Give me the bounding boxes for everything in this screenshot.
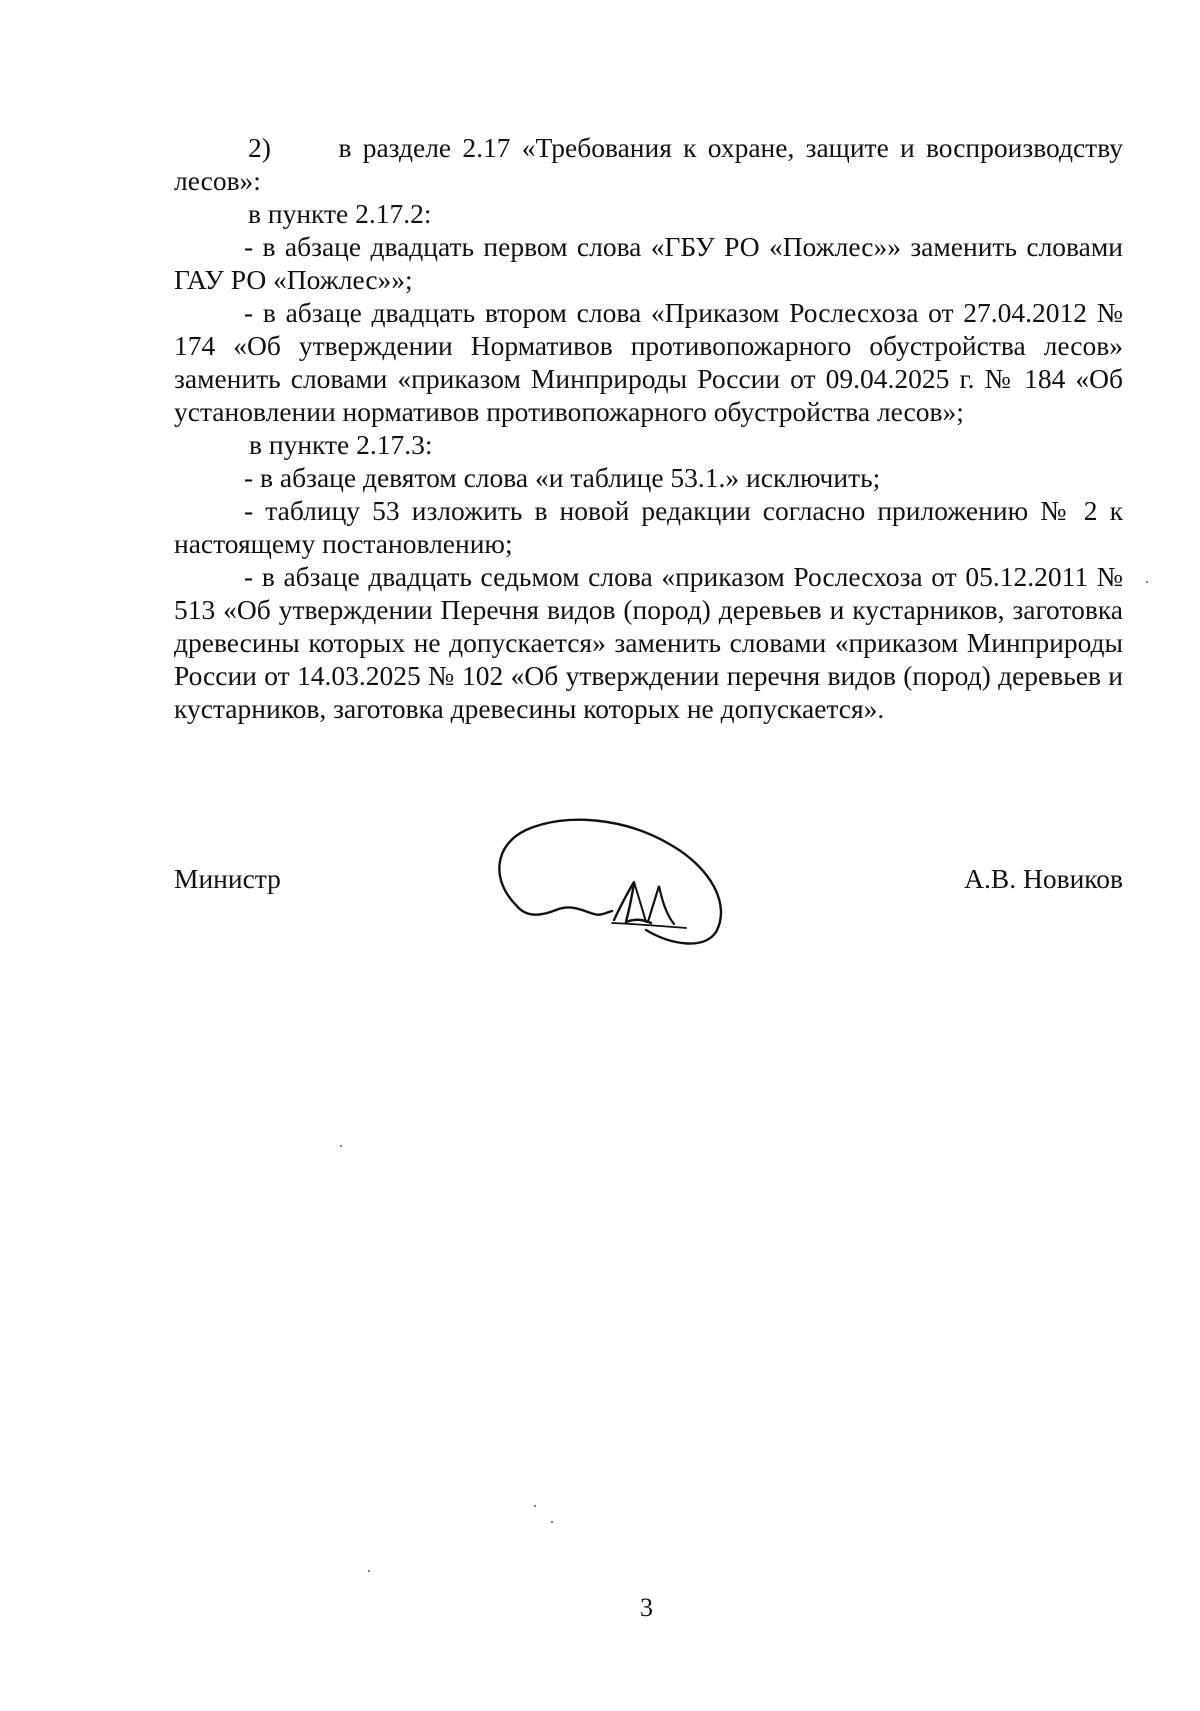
handwritten-signature bbox=[486, 810, 736, 960]
paragraph-point-2-17-2: в пункте 2.17.2: bbox=[248, 198, 432, 229]
page-number: 3 bbox=[640, 1593, 653, 1622]
paragraph-amendment-21: - в абзаце двадцать первом слова «ГБУ РО «Пожлес»» заменить словами ГАУ РО «Пожлес»»; bbox=[174, 231, 1123, 295]
paragraph-section-2-17: 2) в разделе 2.17 «Требования к охране, защите и воспроизводству лесов»: bbox=[174, 132, 1123, 196]
paragraph-table-53: - таблицу 53 изложить в новой редакции согласно приложению № 2 к настоящему постановлению; bbox=[174, 495, 1123, 559]
scan-speck bbox=[1146, 581, 1148, 583]
signatory-title: Министр bbox=[174, 863, 281, 894]
document-body bbox=[174, 131, 1123, 725]
paragraph-point-2-17-3: в пункте 2.17.3: bbox=[249, 429, 433, 460]
paragraph-amendment-27: - в абзаце двадцать седьмом слова «приказом Рослесхоза от 05.12.2011 № 513 «Об утверждении Перечня видов (пород) деревьев и кустарников, заготовка древесины которых не допускается» заменить словами «приказом Минприроды России от 14.03.2025 № 102 «Об утверждении перечня видов (пород) деревьев и кустарников, заготовка древесины которых не допускается». bbox=[174, 561, 1123, 724]
scan-speck bbox=[534, 1505, 536, 1507]
paragraph-amendment-9: - в абзаце девятом слова «и таблице 53.1.» исключить; bbox=[244, 462, 881, 493]
scan-speck bbox=[551, 1521, 553, 1523]
signatory-name: А.В. Новиков bbox=[964, 863, 1123, 894]
paragraph-amendment-22: - в абзаце двадцать втором слова «Приказом Рослесхоза от 27.04.2012 № 174 «Об утверждении Нормативов противопожарного обустройства лесов» заменить словами «приказом Минприроды России от 09.04.2025 г. № 184 «Об установлении нормативов противопожарного обустройства лесов»; bbox=[174, 297, 1123, 427]
scan-speck bbox=[368, 1570, 370, 1572]
signature-block bbox=[174, 846, 1123, 986]
scan-speck bbox=[340, 1145, 342, 1147]
